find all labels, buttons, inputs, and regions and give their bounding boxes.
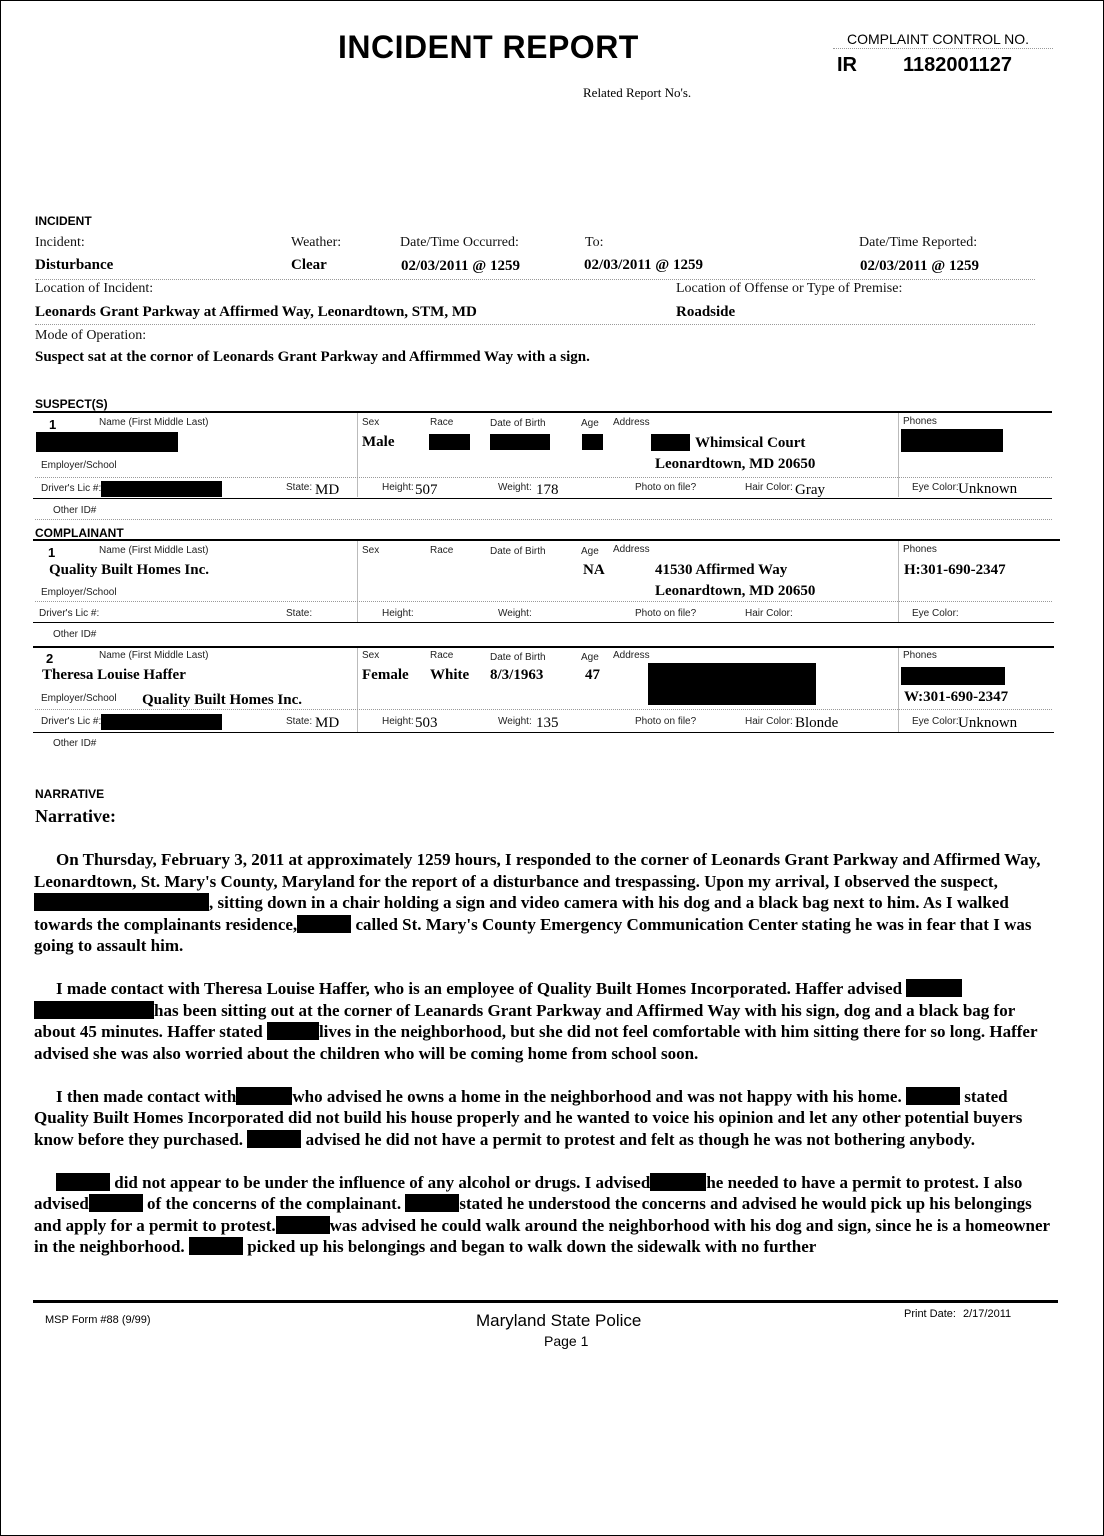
suspect-drivers-lic-label: Driver's Lic #: [41, 483, 102, 494]
complainant-1-name: Quality Built Homes Inc. [49, 562, 210, 578]
complainant-1-row-divider [35, 601, 1052, 602]
incident-row-divider-1 [35, 279, 1035, 280]
complaint-control-label: COMPLAINT CONTROL NO. [847, 31, 1030, 47]
suspect-section-header: SUSPECT(S) [35, 397, 108, 411]
complainant-2-sex-label: Sex [362, 650, 380, 661]
narrative-p3-d: advised he did not have a permit to protest and felt as though he was not bothering anybody. [305, 1129, 975, 1149]
complainant-1-race-label: Race [430, 545, 454, 556]
complainant-2-height: 503 [415, 715, 438, 731]
redacted-suspect-name-inline [236, 1087, 292, 1105]
complainant-1-other-id-label: Other ID# [53, 629, 97, 640]
narrative-p4-e: was advised he could walk around the neighborhood with his dog and sign, since he is a homeowner in the neighborhood. [34, 1215, 1050, 1256]
suspect-address-street: Whimsical Court [695, 435, 806, 451]
complainant-2-top-rule [33, 646, 1054, 648]
narrative-paragraph-1 [34, 849, 1056, 957]
incident-row-divider-2 [35, 324, 1035, 325]
related-report-label: Related Report No's. [583, 85, 692, 100]
report-title: INCIDENT REPORT [338, 29, 639, 65]
complainant-2-eye: Unknown [958, 715, 1018, 731]
complainant-1-phones-label: Phones [903, 544, 937, 555]
complainant-2-phone: W:301-690-2347 [904, 689, 1009, 705]
redacted-suspect-name-inline [276, 1216, 330, 1234]
complainant-1-state-label: State: [286, 608, 313, 619]
complainant-2-col-line-1 [357, 648, 358, 732]
suspect-weight: 178 [536, 482, 559, 498]
weather-value: Clear [291, 257, 327, 273]
redacted-suspect-name-inline [89, 1194, 143, 1212]
print-date: 2/17/2011 [963, 1308, 1012, 1320]
to-value: 02/03/2011 @ 1259 [584, 257, 703, 273]
complainant-2-photo-label: Photo on file? [635, 716, 697, 727]
complainant-1-drivers-lic-label: Driver's Lic #: [39, 608, 100, 619]
redacted-complainant-2-home-phone [901, 667, 1005, 685]
suspect-sex: Male [362, 434, 395, 450]
complainant-2-dob: 8/3/1963 [490, 667, 544, 683]
premise-value: Roadside [676, 304, 736, 320]
complainant-1-eye-label: Eye Color: [912, 608, 959, 619]
print-date-label: Print Date: [904, 1308, 956, 1320]
suspect-hair-label: Hair Color: [745, 482, 793, 493]
suspect-name-label: Name (First Middle Last) [99, 417, 209, 428]
location-value: Leonards Grant Parkway at Affirmed Way, Leonardtown, STM, MD [35, 304, 477, 320]
complainant-2-hair-label: Hair Color: [745, 716, 793, 727]
suspect-address-label: Address [613, 417, 650, 428]
complainant-2-number: 2 [46, 651, 54, 666]
suspect-eye-label: Eye Color: [912, 482, 959, 493]
complainant-2-dob-label: Date of Birth [490, 652, 546, 663]
ir-prefix: IR [837, 54, 857, 76]
suspect-employer-label: Employer/School [41, 460, 117, 471]
complainant-top-rule [33, 539, 1060, 541]
suspect-age-label: Age [581, 418, 599, 429]
reported-value: 02/03/2011 @ 1259 [860, 258, 979, 274]
redacted-suspect-name [36, 432, 178, 452]
suspect-state-label: State: [286, 482, 313, 493]
weather-label: Weather: [291, 235, 342, 250]
complainant-2-name: Theresa Louise Haffer [42, 667, 186, 683]
suspect-weight-label: Weight: [498, 482, 532, 493]
redacted-suspect-dob [490, 434, 550, 450]
occurred-label: Date/Time Occurred: [400, 235, 519, 250]
redacted-suspect-race [429, 434, 470, 450]
redacted-suspect-drivers-lic [101, 481, 222, 497]
suspect-state: MD [315, 482, 340, 498]
suspect-hair: Gray [795, 482, 825, 498]
complainant-2-weight: 135 [536, 715, 559, 731]
complainant-2-race-label: Race [430, 650, 454, 661]
complainant-1-address-city: Leonardtown, MD 20650 [655, 583, 816, 599]
complainant-col-line-1 [357, 541, 358, 622]
complainant-2-age: 47 [585, 667, 600, 683]
redacted-suspect-name-inline [405, 1194, 459, 1212]
suspect-photo-label: Photo on file? [635, 482, 697, 493]
suspect-other-id-line [35, 519, 1052, 520]
narrative-p1-a: On Thursday, February 3, 2011 at approximately 1259 hours, I responded to the corner of Leonards Grant Parkway and Affirmed Way, Leonardtown, St. Mary's County, Maryland for the report of a disturbance and trespassing. Upon my arrival, I observed the suspect, [34, 850, 1041, 891]
suspect-eye: Unknown [958, 481, 1018, 497]
complainant-2-eye-label: Eye Color: [912, 716, 959, 727]
complainant-1-weight-label: Weight: [498, 608, 532, 619]
incident-label: Incident: [35, 235, 85, 250]
complainant-2-name-label: Name (First Middle Last) [99, 650, 209, 661]
complainant-1-phone: H:301-690-2347 [904, 562, 1006, 578]
complainant-2-address-label: Address [613, 650, 650, 661]
complainant-1-age-label: Age [581, 546, 599, 557]
complainant-2-row-divider [35, 709, 1052, 710]
complainant-2-height-label: Height: [382, 716, 414, 727]
page-number: Page 1 [544, 1333, 589, 1349]
suspect-bottom-rule [33, 498, 1052, 499]
narrative-p4-c: of the concerns of the complainant. [147, 1194, 402, 1213]
suspect-col-line-1 [357, 413, 358, 497]
complainant-section-header: COMPLAINANT [35, 526, 124, 540]
complainant-1-address-street: 41530 Affirmed Way [655, 562, 788, 578]
narrative-heading: Narrative: [35, 806, 116, 826]
redacted-suspect-name-inline [267, 1022, 319, 1040]
narrative-paragraph-4 [34, 1172, 1056, 1258]
suspect-height-label: Height: [382, 482, 414, 493]
suspect-height: 507 [415, 482, 438, 498]
narrative-p2-c: lives in the neighborhood, but she did not feel comfortable with him sitting there for so long. Haffer advised she was also worried about the children who will be coming home from school soon. [34, 1022, 1038, 1063]
complainant-2-drivers-lic-label: Driver's Lic #: [41, 716, 102, 727]
complainant-2-col-line-2 [898, 648, 899, 732]
mode-value: Suspect sat at the cornor of Leonards Grant Parkway and Affirmmed Way with a sign. [35, 349, 590, 365]
complainant-2-sex: Female [362, 667, 409, 683]
complainant-1-photo-label: Photo on file? [635, 608, 697, 619]
suspect-race-label: Race [430, 417, 454, 428]
incident-section-header: INCIDENT [35, 214, 92, 228]
complainant-2-state: MD [315, 715, 340, 731]
redacted-suspect-name-inline [56, 1173, 110, 1191]
redacted-suspect-house-number [651, 434, 690, 451]
suspect-number: 1 [49, 417, 57, 432]
narrative-p3-b: who advised he owns a home in the neighborhood and was not happy with his home. [292, 1086, 902, 1106]
narrative-p4-b: he needed to have a permit to protest. I also advised [34, 1172, 1023, 1213]
suspect-top-rule [33, 411, 1052, 413]
control-divider [833, 48, 1053, 49]
complainant-2-weight-label: Weight: [498, 716, 532, 727]
redacted-complainant-2-address [648, 663, 816, 705]
complainant-2-age-label: Age [581, 652, 599, 663]
redacted-suspect-name-inline [906, 1087, 960, 1105]
narrative-p1-b: , sitting down in a chair holding a sign and video camera with his dog and a black bag next to him. As I walked towards the complainants residence, [34, 893, 1009, 934]
narrative-p1-c: called St. Mary's County Emergency Communication Center stating he was in fear that I was going to assault him. [34, 914, 1032, 955]
suspect-address-city: Leonardtown, MD 20650 [655, 456, 816, 472]
complainant-1-sex-label: Sex [362, 545, 380, 556]
redacted-suspect-phone [901, 429, 1003, 452]
complainant-2-state-label: State: [286, 716, 313, 727]
to-label: To: [585, 235, 604, 250]
narrative-section-header: NARRATIVE [35, 787, 105, 801]
agency-name: Maryland State Police [476, 1311, 642, 1330]
narrative-body [34, 849, 1056, 1258]
narrative-p2-b: has been sitting out at the corner of Leanards Grant Parkway and Affirmed Way with his sign, dog and a black bag for about 45 minutes. Haffer stated [34, 1000, 1015, 1041]
complainant-2-bottom-rule [33, 732, 1054, 733]
complainant-1-bottom-rule [33, 622, 1054, 623]
incident-value: Disturbance [35, 257, 114, 273]
control-number: 1182001127 [903, 54, 1013, 76]
complainant-col-line-2 [898, 541, 899, 622]
complainant-1-address-label: Address [613, 544, 650, 555]
redacted-suspect-name-inline [189, 1237, 243, 1255]
suspect-col-line-2 [898, 413, 899, 497]
complainant-1-employer-label: Employer/School [41, 587, 117, 598]
complainant-2-race: White [430, 667, 470, 683]
complainant-1-hair-label: Hair Color: [745, 608, 793, 619]
suspect-dob-label: Date of Birth [490, 418, 546, 429]
narrative-p3-c: stated Quality Built Homes Incorporated did not build his house properly and he wanted to voice his opinion and let any other potential buyers know before they purchased. [34, 1086, 1023, 1149]
complainant-1-number: 1 [48, 545, 56, 560]
complainant-2-other-id-label: Other ID# [53, 738, 97, 749]
narrative-p2-a: I made contact with Theresa Louise Haffer, who is an employee of Quality Built Homes Incorporated. Haffer advised [56, 979, 903, 998]
complainant-2-phones-label: Phones [903, 650, 937, 661]
complainant-2-employer-label: Employer/School [41, 693, 117, 704]
suspect-row-divider [35, 477, 1052, 478]
redacted-suspect-name-inline [34, 1001, 154, 1019]
suspect-other-id-label: Other ID# [53, 505, 97, 516]
complainant-1-age: NA [583, 562, 605, 578]
narrative-p4-a: did not appear to be under the influence of any alcohol or drugs. I advised [114, 1172, 651, 1192]
mode-label: Mode of Operation: [35, 328, 147, 343]
redacted-suspect-name-inline [650, 1173, 706, 1191]
complainant-2-employer: Quality Built Homes Inc. [142, 692, 303, 708]
complainant-1-name-label: Name (First Middle Last) [99, 545, 209, 556]
footer-rule [33, 1300, 1058, 1303]
complainant-1-height-label: Height: [382, 608, 414, 619]
suspect-sex-label: Sex [362, 417, 380, 428]
premise-label: Location of Offense or Type of Premise: [676, 281, 903, 296]
redacted-complainant-2-drivers-lic [101, 714, 222, 730]
narrative-paragraph-2 [34, 978, 1056, 1064]
redacted-suspect-age [582, 434, 603, 450]
redacted-suspect-name-inline [906, 979, 962, 997]
complainant-2-hair: Blonde [795, 715, 839, 731]
suspect-phones-label: Phones [903, 416, 937, 427]
narrative-p4-d: stated he understood the concerns and advised he would pick up his belongings and apply for a permit to protest. [34, 1194, 1032, 1235]
narrative-paragraph-3 [34, 1086, 1056, 1151]
narrative-p3-a: I then made contact with [56, 1086, 237, 1106]
narrative-p4-f: picked up his belongings and began to walk down the sidewalk with no further [247, 1237, 817, 1256]
reported-label: Date/Time Reported: [859, 235, 978, 250]
redacted-suspect-name-inline [297, 915, 351, 933]
redacted-suspect-name-inline [34, 893, 209, 911]
location-label: Location of Incident: [35, 281, 154, 296]
complainant-1-dob-label: Date of Birth [490, 546, 546, 557]
form-number: MSP Form #88 (9/99) [45, 1314, 151, 1326]
redacted-suspect-name-inline [247, 1130, 301, 1148]
occurred-value: 02/03/2011 @ 1259 [401, 258, 520, 274]
